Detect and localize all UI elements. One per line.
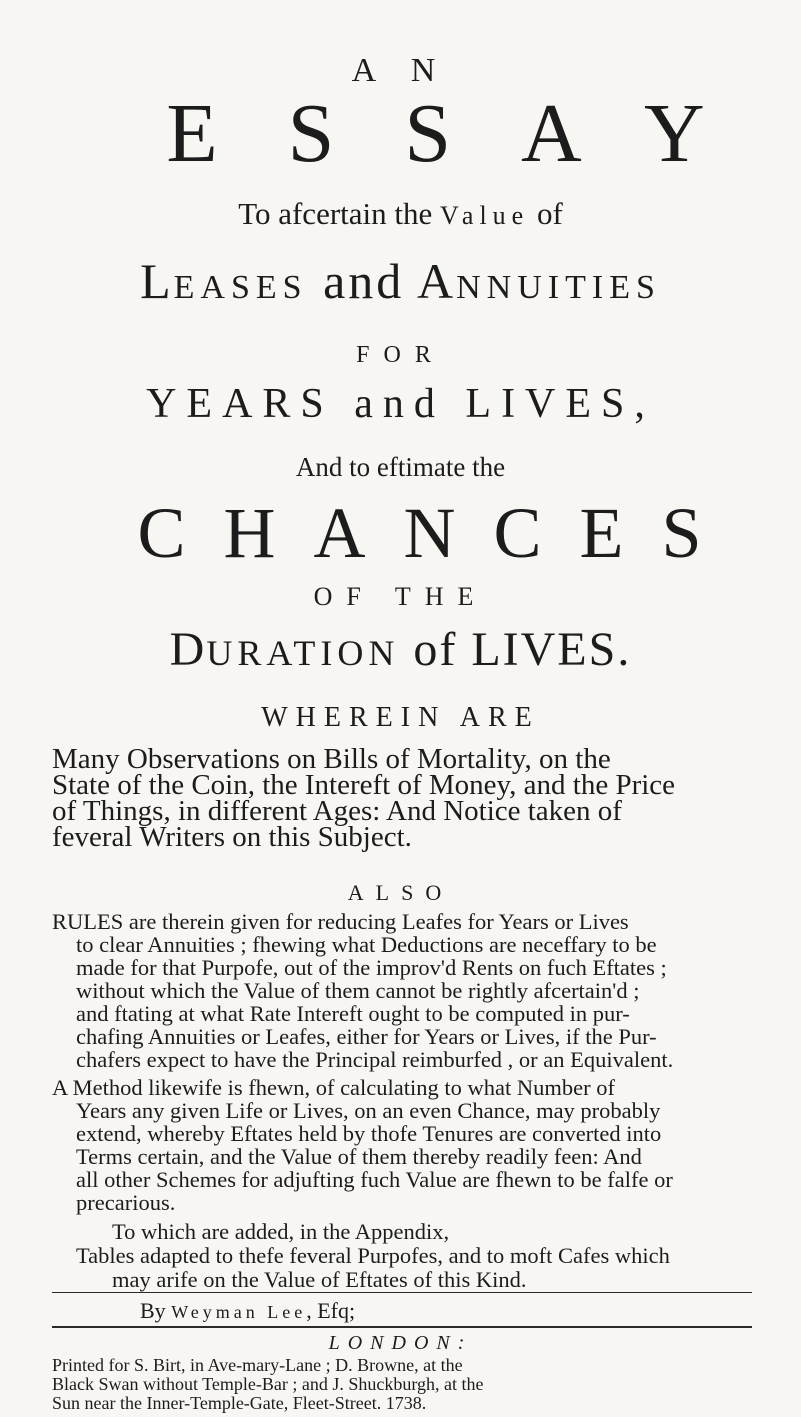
duration-initial: D bbox=[169, 623, 207, 676]
rules-line: made for that Purpofe, out of the improv'd Rents on fuch Eftates ; bbox=[76, 955, 667, 980]
title-an: A N bbox=[351, 52, 450, 89]
author-name: Weyman Lee bbox=[171, 1302, 307, 1322]
rules-paragraph bbox=[52, 910, 772, 1071]
subtitle-pre: To afcertain the bbox=[238, 196, 433, 231]
subtitle-value: Value bbox=[440, 201, 530, 230]
author-suffix: , Efq; bbox=[306, 1298, 356, 1323]
chances-heading: CHANCES bbox=[137, 493, 740, 573]
rules-line: to clear Annuities ; fhewing what Deductions are neceffary to be bbox=[76, 932, 657, 957]
rule-above-author bbox=[52, 1292, 752, 1293]
rules-line: chafing Annuities or Leafes, either for Years or Lives, if the Pur- bbox=[76, 1024, 657, 1049]
author-by: By bbox=[140, 1298, 166, 1323]
annuities-rest: NNUITIES bbox=[456, 269, 661, 306]
leases-initial: L bbox=[140, 253, 174, 309]
observations-line: Many Observations on Bills of Mortality, on the bbox=[52, 743, 611, 775]
rules-line: without which the Value of them cannot be rightly afcertain'd ; bbox=[76, 978, 640, 1003]
for-line: FOR bbox=[356, 342, 445, 368]
subtitle-value-line bbox=[0, 196, 801, 232]
leases-rest: EASES bbox=[173, 269, 308, 306]
also-line: ALSO bbox=[347, 880, 454, 905]
rules-line: chafers expect to have the Principal reimburfed , or an Equivalent. bbox=[76, 1047, 674, 1072]
london-line: LONDON: bbox=[328, 1332, 473, 1354]
estimate-line: And to eftimate the bbox=[295, 452, 506, 482]
appendix-line: To which are added, in the Appendix, bbox=[112, 1219, 450, 1244]
rules-line: and ftating at what Rate Intereft ought to be computed in pur- bbox=[76, 1001, 630, 1026]
subtitle-post: of bbox=[536, 196, 563, 231]
of-the-line: OF THE bbox=[313, 582, 488, 611]
duration-of: of bbox=[413, 623, 458, 676]
method-line: Years any given Life or Lives, on an even Chance, may probably bbox=[76, 1098, 661, 1123]
rule-below-author bbox=[52, 1326, 752, 1328]
duration-line bbox=[0, 622, 801, 677]
leases-annuities-line bbox=[0, 252, 801, 310]
method-line: precarious. bbox=[76, 1190, 176, 1215]
observations-line: State of the Coin, the Intereft of Money, and the Price bbox=[52, 769, 676, 801]
rules-line: RULES are therein given for reducing Leafes for Years or Lives bbox=[52, 909, 629, 934]
method-line: all other Schemes for adjufting fuch Value are fhewn to be falfe or bbox=[76, 1167, 673, 1192]
observations-line: feveral Writers on this Subject. bbox=[52, 821, 412, 853]
method-line: extend, whereby Eftates held by thofe Tenures are converted into bbox=[76, 1121, 662, 1146]
duration-rest: URATION bbox=[206, 633, 400, 673]
imprint-line: Printed for S. Birt, in Ave-mary-Lane ; D. Browne, at the bbox=[52, 1355, 463, 1375]
appendix-paragraph bbox=[52, 1220, 772, 1292]
imprint-line: Sun near the Inner-Temple-Gate, Fleet-Street. 1738. bbox=[52, 1393, 427, 1413]
method-paragraph bbox=[52, 1076, 772, 1214]
author-line bbox=[140, 1298, 355, 1324]
observations-line: of Things, in different Ages: And Notice taken of bbox=[52, 795, 622, 827]
years-lives-line: YEARS and LIVES, bbox=[146, 381, 655, 427]
method-line: Terms certain, and the Value of them thereby readily feen: And bbox=[76, 1144, 642, 1169]
imprint-line: Black Swan without Temple-Bar ; and J. Shuckburgh, at the bbox=[52, 1374, 484, 1394]
appendix-line: may arife on the Value of Eftates of this Kind. bbox=[112, 1267, 527, 1292]
wherein-line: WHEREIN ARE bbox=[261, 702, 540, 733]
method-line: A Method likewife is fhewn, of calculating to what Number of bbox=[52, 1075, 615, 1100]
leases-and: and bbox=[323, 253, 405, 309]
observations-paragraph bbox=[52, 743, 772, 853]
title-essay: ESSAY bbox=[166, 87, 775, 180]
annuities-initial: A bbox=[417, 253, 457, 309]
appendix-line: Tables adapted to thefe feveral Purpofes, and to moft Cafes which bbox=[76, 1243, 670, 1268]
imprint-paragraph bbox=[52, 1356, 772, 1413]
duration-lives: LIVES. bbox=[471, 623, 632, 676]
